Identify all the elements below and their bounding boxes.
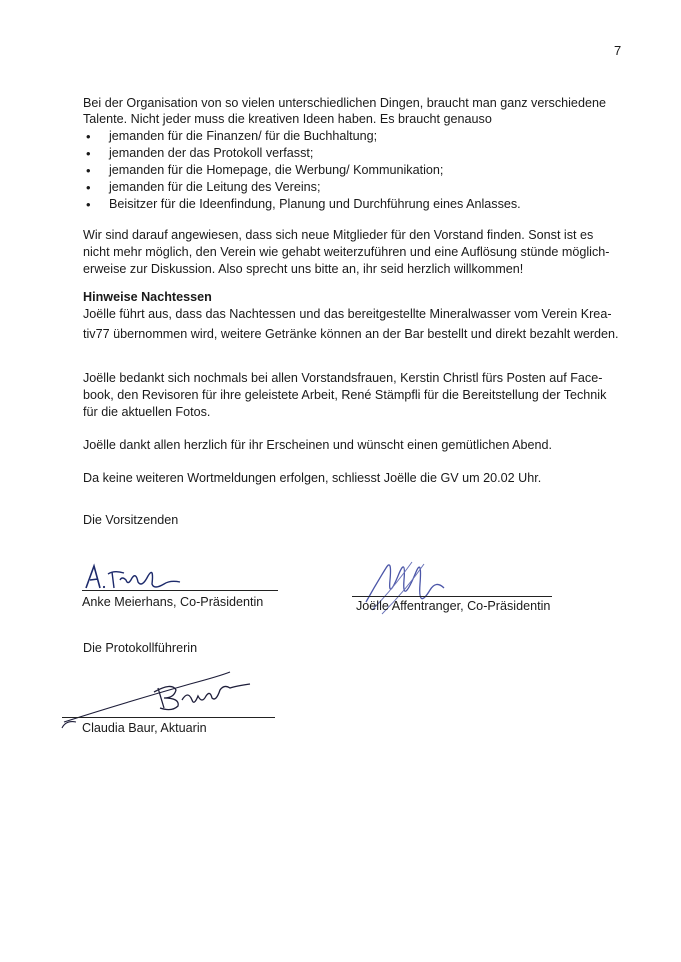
signature-meierhans <box>84 558 204 594</box>
thanks-line-1: Joëlle bedankt sich nochmals bei allen Vorstandsfrauen, Kerstin Christl fürs Posten auf Face- <box>83 371 603 385</box>
list-item: • jemanden für die Finanzen/ für die Buchhaltung; <box>83 128 623 145</box>
signature-name-left: Anke Meierhans, Co-Präsidentin <box>82 595 264 609</box>
intro-paragraph <box>83 95 623 213</box>
board-line-1: Wir sind darauf angewiesen, dass sich neue Mitglieder für den Vorstand finden. Sonst ist es <box>83 228 594 242</box>
chairs-label: Die Vorsitzenden <box>83 513 179 527</box>
intro-line-1: Bei der Organisation von so vielen unterschiedlichen Dingen, braucht man ganz verschiedene <box>83 96 606 110</box>
signature-line-left <box>82 590 278 591</box>
signature-name-bottom: Claudia Baur, Aktuarin <box>82 721 207 735</box>
minutes-label: Die Protokollführerin <box>83 641 198 655</box>
intro-line-2: Talente. Nicht jeder muss die kreativen Ideen haben. Es braucht genauso <box>83 112 492 126</box>
thanks-line-2: book, den Revisoren für ihre geleistete Arbeit, René Stämpfli für die Bereitstellung der Technik <box>83 388 607 402</box>
list-item: • jemanden für die Homepage, die Werbung/ Kommunikation; <box>83 162 623 179</box>
list-item: • Beisitzer für die Ideenfindung, Planung und Durchführung eines Anlasses. <box>83 196 623 213</box>
signature-line-bottom <box>62 717 275 718</box>
talents-list <box>83 128 623 213</box>
thanks-line-3: für die aktuellen Fotos. <box>83 405 211 419</box>
signature-name-right: Joëlle Affentranger, Co-Präsidentin <box>356 599 551 613</box>
dinner-line-2: tiv77 übernommen wird, weitere Getränke können an der Bar bestellt und direkt bezahlt werden. <box>83 327 619 341</box>
page-number: 7 <box>614 43 622 58</box>
list-item: • jemanden für die Leitung des Vereins; <box>83 179 623 196</box>
signature-line-right <box>352 596 552 597</box>
dinner-line-1: Joëlle führt aus, dass das Nachtessen und das bereitgestellte Mineralwasser vom Verein Krea- <box>83 307 612 321</box>
board-paragraph <box>83 227 623 278</box>
list-item: • jemanden der das Protokoll verfasst; <box>83 145 623 162</box>
dinner-section <box>83 289 623 343</box>
closing-line-1: Joëlle dankt allen herzlich für ihr Erscheinen und wünscht einen gemütlichen Abend. <box>83 438 553 452</box>
closing-line-2: Da keine weiteren Wortmeldungen erfolgen, schliesst Joëlle die GV um 20.02 Uhr. <box>83 471 542 485</box>
board-line-3: erweise zur Diskussion. Also sprecht uns bitte an, ihr seid herzlich willkommen! <box>83 262 524 276</box>
board-line-2: nicht mehr möglich, den Verein wie gehabt weiterzuführen und eine Auflösung stünde möglich- <box>83 245 610 259</box>
dinner-heading: Hinweise Nachtessen <box>83 290 212 304</box>
thanks-paragraph <box>83 370 623 421</box>
